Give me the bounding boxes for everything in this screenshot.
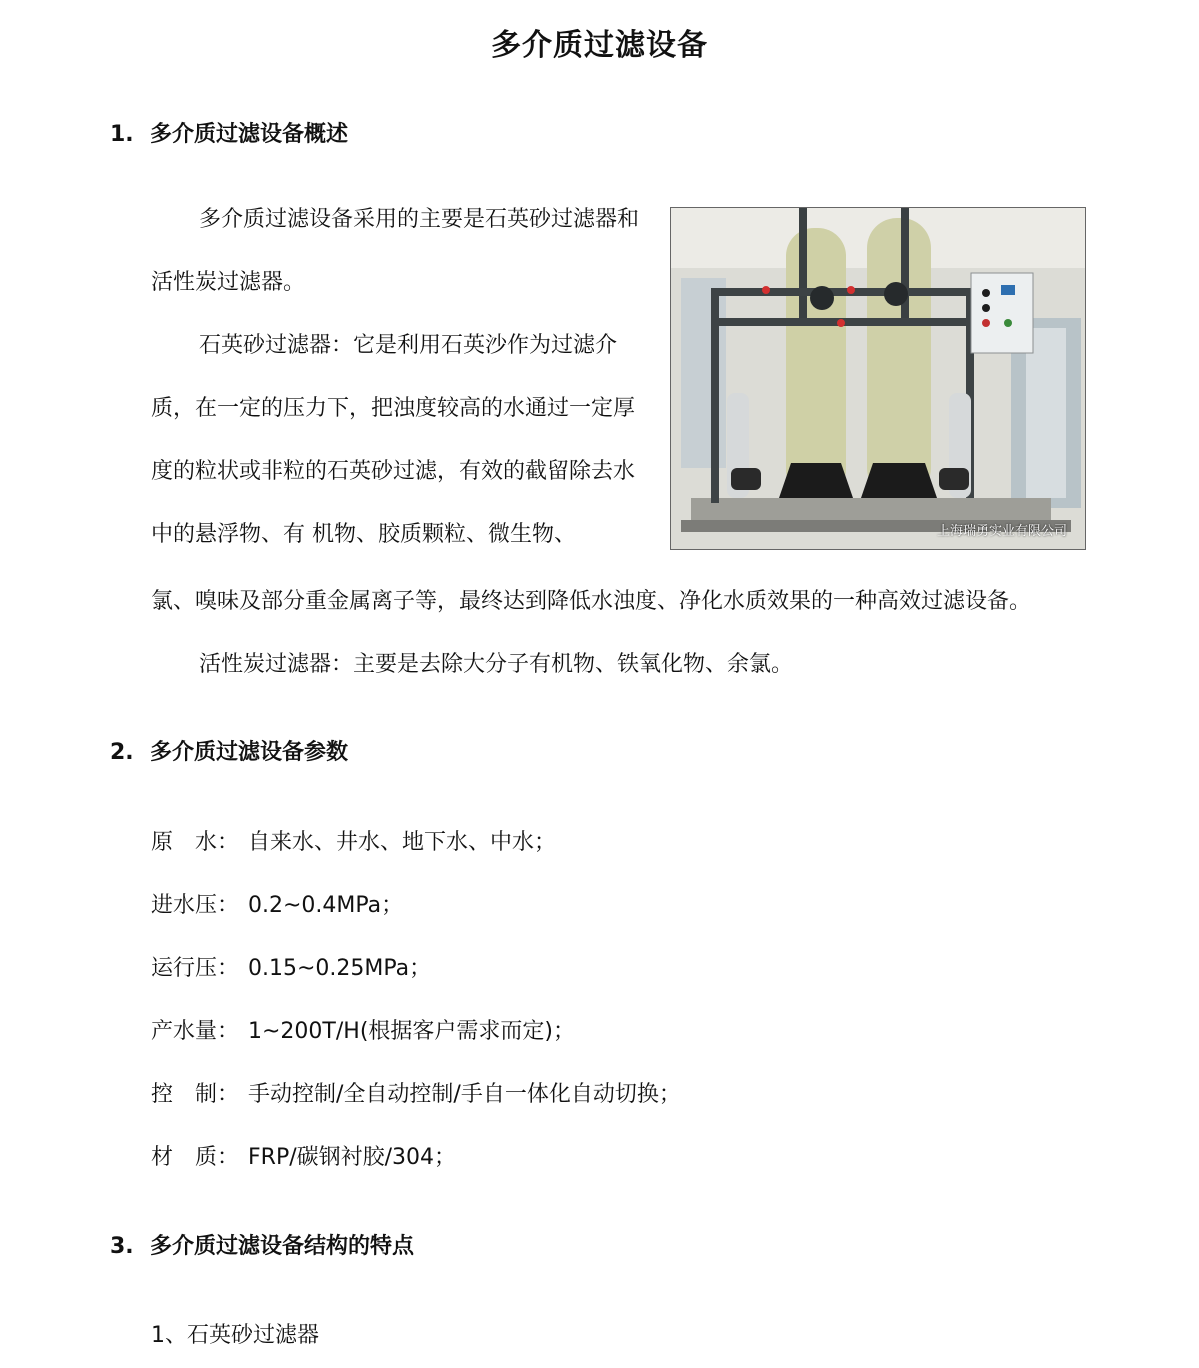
overview-paragraph-1: 多介质过滤设备采用的主要是石英砂过滤器和活性炭过滤器。 — [151, 207, 640, 295]
param-label: 材 质： — [151, 1145, 240, 1170]
param-label: 产水量： — [151, 1019, 240, 1044]
section-title: 多介质过滤设备结构的特点 — [150, 1234, 415, 1259]
section-heading-overview — [110, 117, 348, 148]
param-label: 运行压： — [151, 956, 240, 981]
overview-paragraph-3: 活性炭过滤器：主要是去除大分子有机物、铁氧化物、余氯。 — [199, 652, 794, 677]
section-title: 多介质过滤设备概述 — [150, 122, 349, 147]
param-inlet-pressure — [151, 888, 403, 919]
param-material — [151, 1140, 456, 1171]
section-title: 多介质过滤设备参数 — [150, 740, 349, 765]
param-label: 控 制： — [151, 1082, 240, 1107]
param-value: 1~200T/H(根据客户需求而定)； — [248, 1019, 575, 1044]
overview-paragraph-2-tail: 氯、嗅味及部分重金属离子等，最终达到降低水浊度、净化水质效果的一种高效过滤设备。 — [151, 589, 1032, 614]
param-value: 手动控制/全自动控制/手自一体化自动切换； — [248, 1082, 681, 1107]
param-raw-water — [151, 825, 556, 856]
water-filter-equipment-photo — [670, 207, 1086, 550]
param-control — [151, 1077, 681, 1108]
section-heading-structure — [110, 1229, 414, 1260]
param-value: 0.2~0.4MPa； — [248, 893, 404, 918]
section-number: 1. — [110, 122, 134, 147]
param-operating-pressure — [151, 951, 431, 982]
section-number: 3. — [110, 1234, 134, 1259]
structure-item-quartz-filter: 1、石英砂过滤器 — [151, 1323, 319, 1348]
param-label: 原 水： — [151, 830, 240, 855]
param-value: 自来水、井水、地下水、中水； — [248, 830, 557, 855]
document-title: 多介质过滤设备 — [491, 28, 708, 63]
section-heading-parameters — [110, 735, 348, 766]
param-value: FRP/碳钢衬胶/304； — [248, 1145, 457, 1170]
param-water-output — [151, 1014, 575, 1045]
overview-paragraph-2: 石英砂过滤器：它是利用石英沙作为过滤介质，在一定的压力下，把浊度较高的水通过一定厚度的粒状或非粒的石英砂过滤，有效的截留除去水中的悬浮物、有 机物、胶质颗粒、微生物、 — [151, 333, 636, 547]
photo-watermark: 上海瑞勇实业有限公司 — [936, 524, 1067, 539]
section-number: 2. — [110, 740, 134, 765]
param-label: 进水压： — [151, 893, 240, 918]
equipment-illustration — [671, 208, 1085, 549]
param-value: 0.15~0.25MPa； — [248, 956, 432, 981]
